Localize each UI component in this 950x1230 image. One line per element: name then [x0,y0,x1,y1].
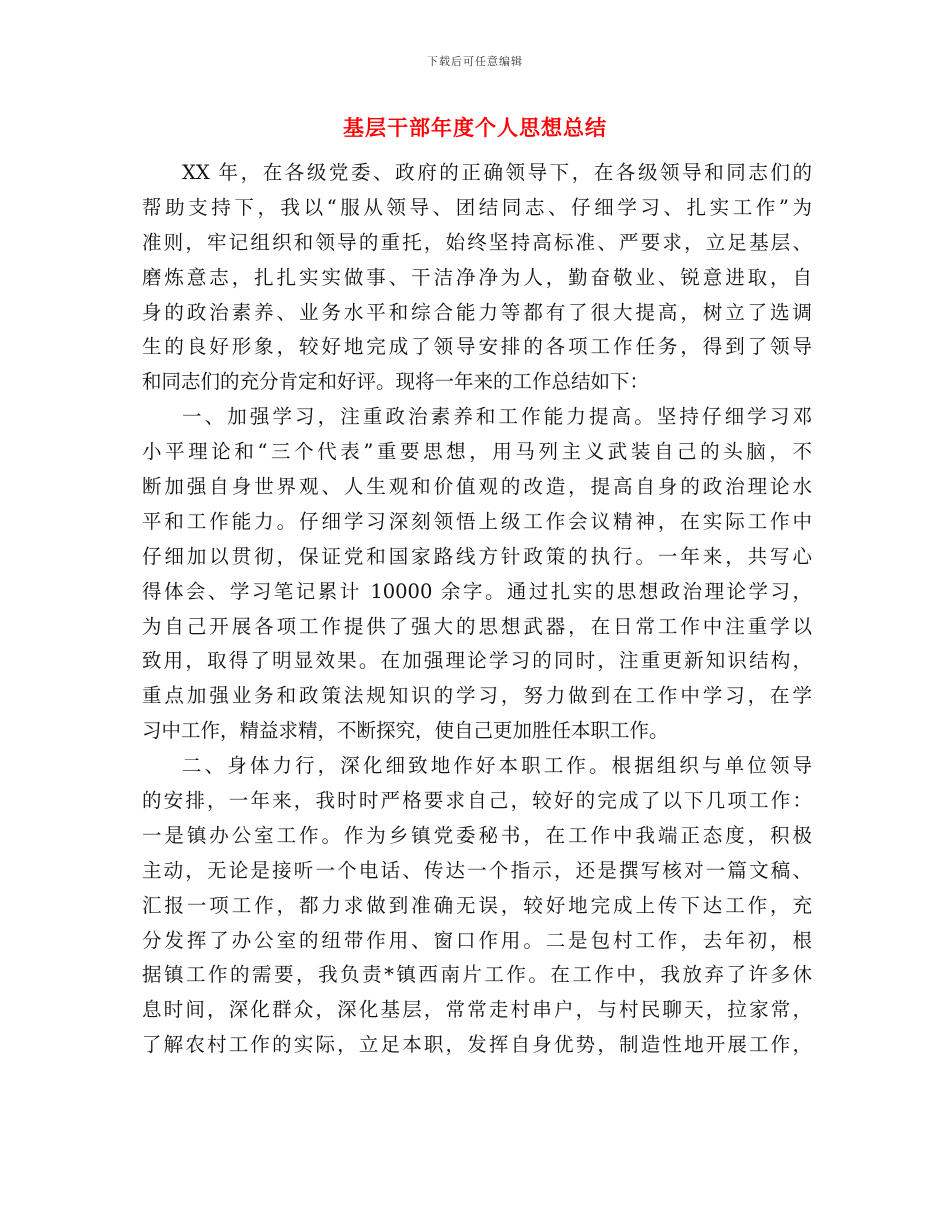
paragraph-line: 致用，取得了明显效果。在加强理论学习的同时，注重更新知识结构， [142,649,812,673]
header-note: 下载后可任意编辑 [427,55,523,68]
paragraph-line: 汇报一项工作，都力求做到准确无误，较好地完成上传下达工作，充 [142,893,812,917]
paragraph-line: 小平理论和“三个代表”重要思想，用马列主义武装自己的头脑，不 [142,440,812,464]
paragraph-line: 一、加强学习，注重政治素养和工作能力提高。坚持仔细学习邓 [182,405,812,429]
paragraph-line: 得体会、学习笔记累计 10000 余字。通过扎实的思想政治理论学习， [142,579,812,603]
paragraph-line: 主动，无论是接听一个电话、传达一个指示，还是撰写核对一篇文稿、 [142,858,812,882]
paragraph-line: 息时间，深化群众，深化基层，常常走村串户，与村民聊天，拉家常， [142,998,812,1022]
paragraph-line: 重点加强业务和政策法规知识的学习，努力做到在工作中学习，在学 [142,684,812,708]
paragraph-line: 磨炼意志，扎扎实实做事、干洁净净为人，勤奋敬业、锐意进取，自 [142,265,812,289]
document-title: 基层干部年度个人思想总结 [343,116,607,140]
paragraph-line: XX 年，在各级党委、政府的正确领导下，在各级领导和同志们的 [182,161,812,184]
paragraph-line: 据镇工作的需要，我负责*镇西南片工作。在工作中，我放弃了许多休 [142,963,812,987]
paragraph-line: 生的良好形象，较好地完成了领导安排的各项工作任务，得到了领导 [142,335,812,359]
paragraph-line: 二、身体力行，深化细致地作好本职工作。根据组织与单位领导 [182,754,812,778]
paragraph-line: 断加强自身世界观、人生观和价值观的改造，提高自身的政治理论水 [142,475,812,499]
paragraph-line: 和同志们的充分肯定和好评。现将一年来的工作总结如下： [142,370,650,394]
paragraph-line: 习中工作，精益求精，不断探究，使自己更加胜任本职工作。 [142,719,669,743]
paragraph-line: 准则，牢记组织和领导的重托，始终坚持高标准、严要求，立足基层、 [142,230,812,254]
paragraph-line: 分发挥了办公室的纽带作用、窗口作用。二是包村工作，去年初，根 [142,928,812,952]
paragraph-line: 一是镇办公室工作。作为乡镇党委秘书，在工作中我端正态度，积极 [142,823,812,847]
paragraph-line: 为自己开展各项工作提供了强大的思想武器，在日常工作中注重学以 [142,614,812,638]
paragraph-line: 帮助支持下，我以“服从领导、团结同志、仔细学习、扎实工作”为 [142,195,812,219]
paragraph-line: 仔细加以贯彻，保证党和国家路线方针政策的执行。一年来，共写心 [142,544,812,568]
paragraph-line: 平和工作能力。仔细学习深刻领悟上级工作会议精神，在实际工作中 [142,509,812,533]
paragraph-line: 的安排，一年来，我时时严格要求自己，较好的完成了以下几项工作： [142,789,812,813]
paragraph-line: 身的政治素养、业务水平和综合能力等都有了很大提高，树立了选调 [142,300,812,324]
paragraph-line: 了解农村工作的实际，立足本职，发挥自身优势，制造性地开展工作， [142,1033,812,1057]
document-body [142,156,812,1063]
